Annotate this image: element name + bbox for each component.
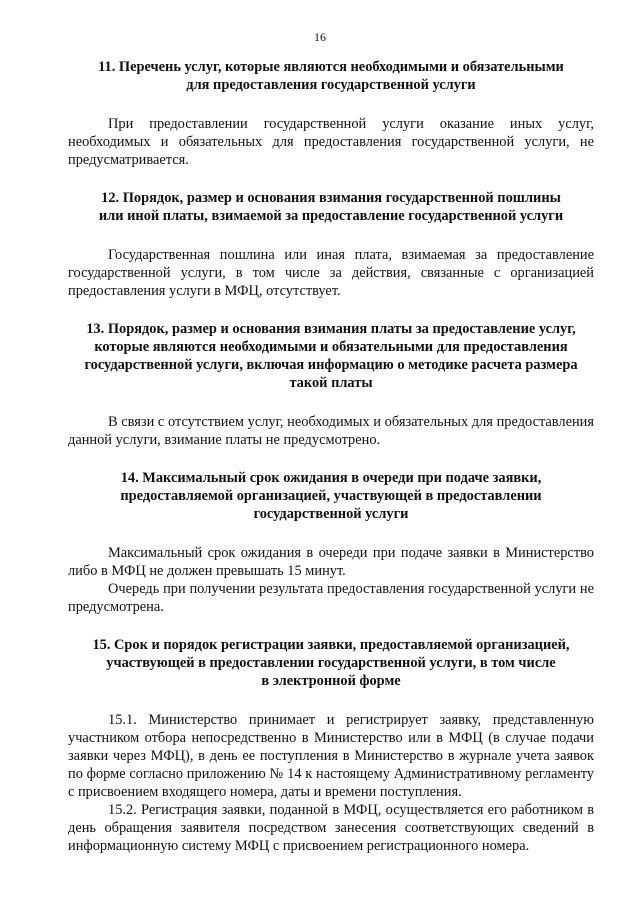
section-11 [68,58,594,169]
section-heading: 15. Срок и порядок регистрации заявки, предоставляемой организацией, участвующей в предоставлении государственной услуги, в том числе в электронной форме [92,637,570,689]
paragraph: 15.2. Регистрация заявки, поданной в МФЦ, осуществляется его работником в день обращения заявителя посредством занесения соответствующих сведений в информационную систему МФЦ с присвоением регистрационного номера. [68,802,594,854]
section-15 [68,636,594,855]
section-heading: 14. Максимальный срок ожидания в очереди при подаче заявки, предоставляемой организацией, участвующей в предоставлении государственной услуги [120,470,542,522]
paragraph: В связи с отсутствием услуг, необходимых и обязательных для предоставления данной услуги, взимание платы не предусмотрено. [68,414,594,448]
section-13 [68,320,594,449]
section-heading: 12. Порядок, размер и основания взимания государственной пошлины или иной платы, взимаемой за предоставление государственной услуги [98,190,564,224]
section-14 [68,469,594,616]
section-12 [68,189,594,300]
paragraph: Очередь при получении результата предоставления государственной услуги не предусмотрена. [68,581,594,615]
section-heading: 11. Перечень услуг, которые являются необходимыми и обязательными для предоставления государственной услуги [98,59,564,93]
paragraph: При предоставлении государственной услуги оказание иных услуг, необходимых и обязательных для предоставления государственной услуги, не предусматривается. [68,116,594,168]
paragraph: Государственная пошлина или иная плата, взимаемая за предоставление государственной услуги, в том числе за действия, связанные с организацией предоставления услуги в МФЦ, отсутствует. [68,247,594,299]
paragraph: 15.1. Министерство принимает и регистрирует заявку, представленную участником отбора непосредственно в Министерство или в МФЦ (в случае подачи заявки через МФЦ), в день ее поступления в Министерство в журнале учета заявок по форме согласно приложению № 14 к настоящему Административному регламенту с присвоением входящего номера, даты и времени поступления. [68,712,594,800]
page-content [68,58,594,855]
section-heading: 13. Порядок, размер и основания взимания платы за предоставление услуг, которые являются необходимыми и обязательными для предоставления государственной услуги, включая информацию о методике расчета размера такой платы [84,321,578,391]
page-number: 16 [314,30,326,44]
paragraph: Максимальный срок ожидания в очереди при подаче заявки в Министерство либо в МФЦ не должен превышать 15 минут. [68,545,594,579]
